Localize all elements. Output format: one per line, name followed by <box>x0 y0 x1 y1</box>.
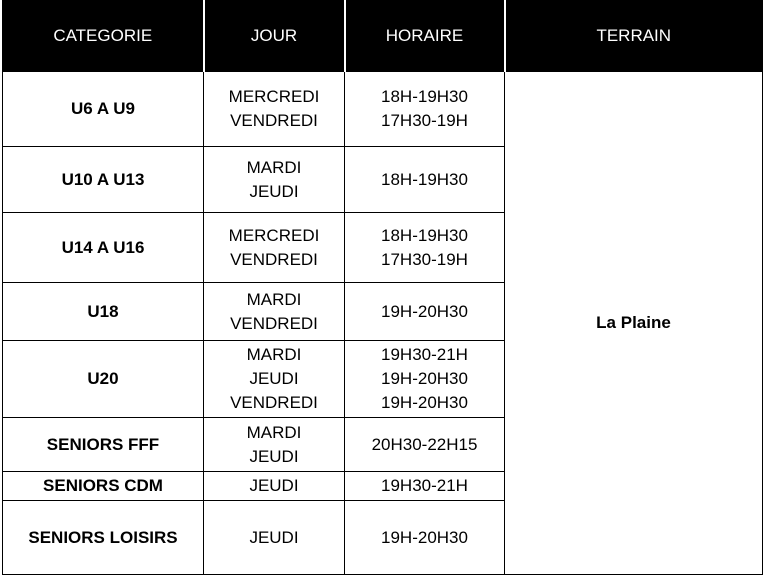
day-line: MARDI <box>246 345 302 364</box>
day-line: VENDREDI <box>230 393 318 412</box>
time-line: 17H30-19H <box>381 111 468 130</box>
day-cell <box>204 72 345 147</box>
category-cell: U10 A U13 <box>3 147 204 213</box>
time-line: 18H-19H30 <box>381 225 468 245</box>
category-cell: SENIORS FFF <box>3 418 204 472</box>
time-line: 19H-20H30 <box>381 393 468 412</box>
day-line: VENDREDI <box>230 111 318 130</box>
day-cell <box>204 418 345 472</box>
header-row <box>3 1 763 72</box>
time-line: 19H-20H30 <box>381 301 468 321</box>
category-cell: U6 A U9 <box>3 72 204 147</box>
day-cell <box>204 147 345 213</box>
day-line: VENDREDI <box>230 249 318 269</box>
header-day: JOUR <box>204 1 345 72</box>
header-field: TERRAIN <box>505 1 763 72</box>
day-line: JEUDI <box>249 527 299 547</box>
time-line: 19H-20H30 <box>381 527 468 547</box>
day-cell <box>204 283 345 341</box>
time-line: 17H30-19H <box>381 249 468 269</box>
time-line: 20H30-22H15 <box>371 434 478 454</box>
day-line: MERCREDI <box>228 87 320 106</box>
day-line: MARDI <box>246 422 302 442</box>
category-cell: U18 <box>3 283 204 341</box>
day-line: MARDI <box>246 157 302 177</box>
day-cell <box>204 341 345 418</box>
day-line: MERCREDI <box>228 225 320 245</box>
time-line: 19H-20H30 <box>381 369 468 388</box>
time-cell <box>345 283 505 341</box>
time-line: 18H-19H30 <box>381 169 468 189</box>
time-cell <box>345 341 505 418</box>
training-schedule-table <box>2 0 763 575</box>
day-line: JEUDI <box>249 369 299 388</box>
time-cell <box>345 213 505 283</box>
time-cell <box>345 418 505 472</box>
day-line: MARDI <box>246 289 302 309</box>
table-row <box>3 72 763 147</box>
time-line: 18H-19H30 <box>381 87 468 106</box>
category-cell: U20 <box>3 341 204 418</box>
day-line: JEUDI <box>249 476 299 495</box>
day-cell <box>204 472 345 501</box>
category-cell: U14 A U16 <box>3 213 204 283</box>
day-line: JEUDI <box>249 446 299 466</box>
time-line: 19H30-21H <box>381 476 468 495</box>
time-cell <box>345 147 505 213</box>
time-line: 19H30-21H <box>381 345 468 364</box>
header-schedule: HORAIRE <box>345 1 505 72</box>
terrain-cell: La Plaine <box>505 72 763 575</box>
category-cell: SENIORS CDM <box>3 472 204 501</box>
day-cell <box>204 501 345 575</box>
day-line: JEUDI <box>249 181 299 201</box>
time-cell <box>345 472 505 501</box>
day-cell <box>204 213 345 283</box>
time-cell <box>345 72 505 147</box>
time-cell <box>345 501 505 575</box>
category-cell: SENIORS LOISIRS <box>3 501 204 575</box>
header-category: CATEGORIE <box>3 1 204 72</box>
day-line: VENDREDI <box>230 313 318 333</box>
